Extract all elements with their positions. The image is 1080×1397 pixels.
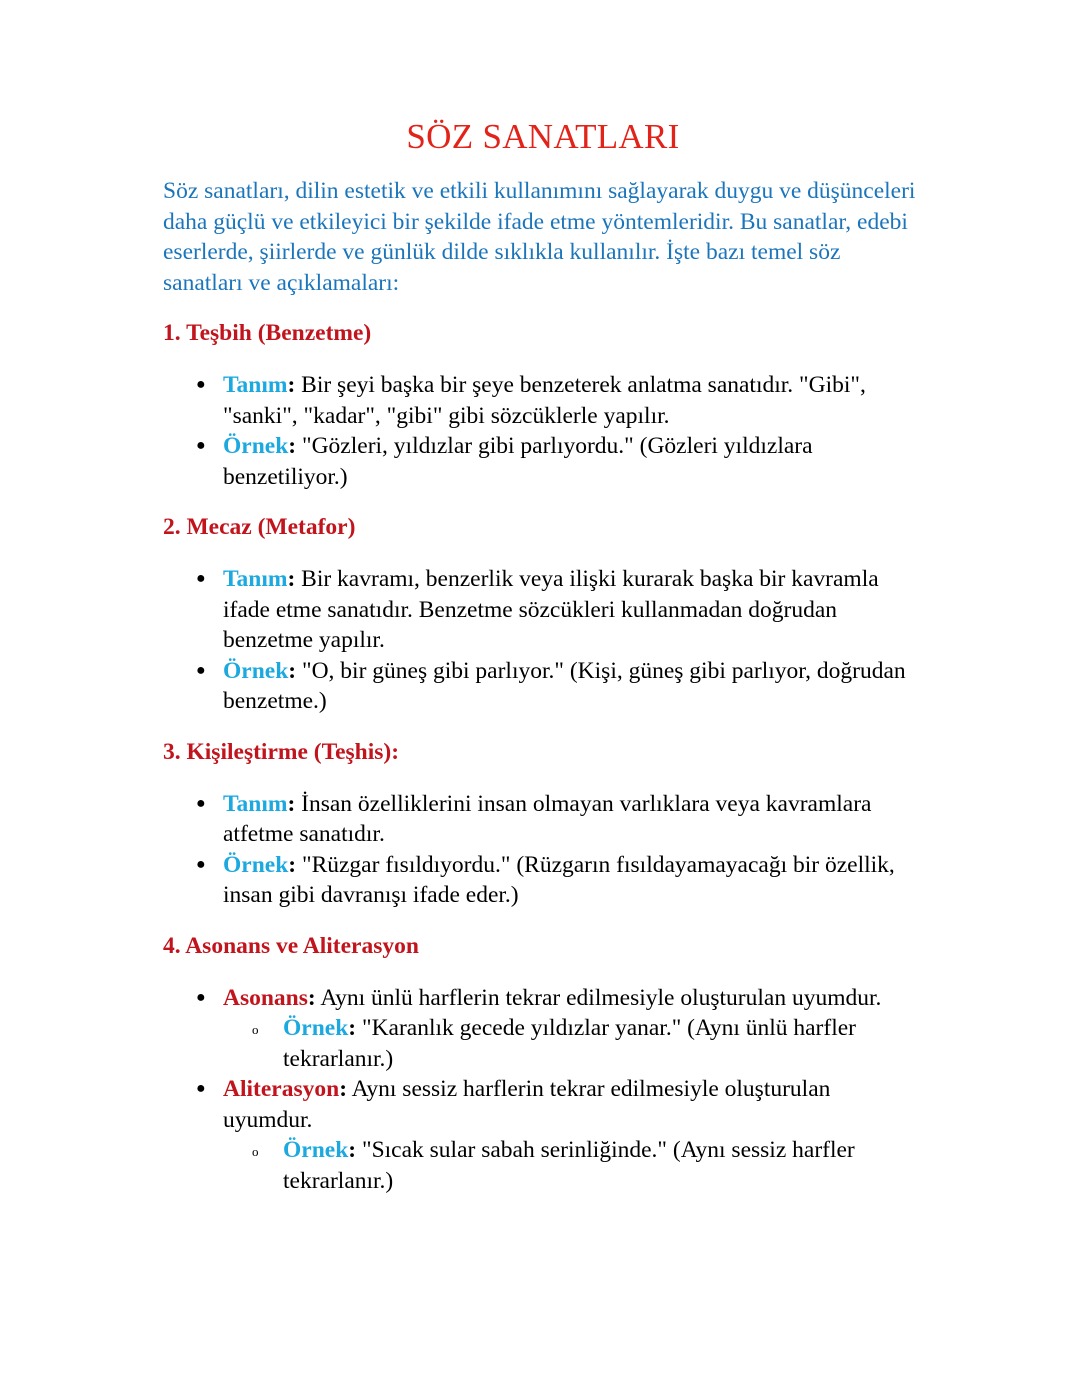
item-colon: : — [339, 1076, 348, 1102]
item-text: Aynı ünlü harflerin tekrar edilmesiyle oluşturulan uyumdur. — [315, 984, 882, 1011]
item-text: "O, bir güneş gibi parlıyor." (Kişi, güneş gibi parlıyor, doğrudan benzetme.) — [223, 657, 906, 714]
sub-list — [223, 1135, 923, 1196]
page-title: SÖZ SANATLARI — [406, 117, 680, 156]
item-label: Örnek — [223, 433, 289, 459]
sub-list — [223, 1013, 923, 1074]
bullet-icon: ● — [196, 661, 206, 679]
sub-item-colon: : — [348, 1015, 357, 1041]
section-heading: 1. Teşbih (Benzetme) — [163, 320, 372, 346]
section-heading: 3. Kişileştirme (Teşhis): — [163, 738, 400, 765]
item-text: İnsan özelliklerini insan olmayan varlıklara veya kavramlara atfetme sanatıdır. — [223, 790, 872, 847]
definition-list — [163, 564, 923, 717]
bullet-icon: ● — [196, 855, 206, 873]
sub-item-text: "Sıcak sular sabah serinliğinde." (Aynı sessiz harfler tekrarlanır.) — [283, 1137, 855, 1194]
hollow-bullet-icon: o — [252, 1144, 259, 1159]
section-kisilestirme — [163, 737, 923, 911]
list-item — [163, 564, 923, 656]
bullet-icon: ● — [196, 988, 206, 1006]
intro-paragraph: Söz sanatları, dilin estetik ve etkili kullanımını sağlayarak duygu ve düşünceleri daha güçlü ve etkileyici bir şekilde ifade etme yöntemleridir. Bu sanatlar, edebi eserlerde, şiirlerde ve günlük dilde sıklıkla kullanılır. İşte bazı temel söz sanatları ve açıklamaları: — [163, 178, 916, 296]
item-label: Tanım — [223, 372, 288, 398]
sub-item-label: Örnek — [283, 1137, 349, 1163]
item-text: "Gözleri, yıldızlar gibi parlıyordu." (Gözleri yıldızlara benzetiliyor.) — [223, 433, 813, 490]
item-colon: : — [307, 984, 316, 1011]
list-item — [163, 789, 923, 850]
sub-item-text: "Karanlık gecede yıldızlar yanar." (Aynı ünlü harfler tekrarlanır.) — [283, 1015, 856, 1072]
section-heading: 2. Mecaz (Metafor) — [163, 514, 356, 540]
section-mecaz — [163, 512, 923, 717]
item-label: Örnek — [223, 657, 289, 684]
list-item — [163, 1074, 923, 1196]
item-text: Bir şeyi başka bir şeye benzeterek anlatma sanatıdır. "Gibi", "sanki", "kadar", "gibi" gibi sözcüklerle yapılır. — [223, 372, 866, 429]
definition-list — [163, 789, 923, 911]
item-text: Bir kavramı, benzerlik veya ilişki kurarak başka bir kavramla ifade etme sanatıdır. Benzetme sözcükleri kullanmadan doğrudan benzetme yapılır. — [223, 566, 879, 653]
item-colon: : — [288, 851, 297, 878]
section-teshbih — [163, 318, 923, 492]
item-label: Örnek — [223, 851, 289, 878]
list-item — [163, 656, 923, 717]
item-text: Aynı sessiz harflerin tekrar edilmesiyle oluşturulan uyumdur. — [223, 1076, 831, 1133]
sub-list-item — [223, 1135, 923, 1196]
bullet-icon: ● — [196, 1080, 206, 1097]
item-colon: : — [288, 433, 297, 459]
item-label: Tanım — [223, 790, 288, 817]
bullet-icon: ● — [196, 437, 206, 454]
definition-list — [163, 983, 923, 1197]
bullet-icon: ● — [196, 794, 206, 812]
sub-item-colon: : — [348, 1137, 357, 1163]
item-label: Aliterasyon — [223, 1076, 340, 1102]
list-item — [163, 431, 923, 492]
item-colon: : — [287, 790, 296, 817]
hollow-bullet-icon: o — [252, 1022, 259, 1037]
section-asonans-aliterasyon — [163, 931, 923, 1197]
item-text: "Rüzgar fısıldıyordu." (Rüzgarın fısıldayamayacağı bir özellik, insan gibi davranışı ifade eder.) — [223, 851, 895, 908]
bullet-icon: ● — [196, 376, 206, 393]
list-item — [163, 370, 923, 431]
list-item — [163, 850, 923, 911]
list-item — [163, 983, 923, 1075]
item-colon: : — [287, 372, 296, 398]
item-label: Asonans — [223, 984, 308, 1011]
item-label: Tanım — [223, 566, 288, 592]
sub-item-label: Örnek — [283, 1015, 349, 1041]
document-page — [163, 112, 923, 1216]
item-colon: : — [288, 657, 297, 684]
item-colon: : — [287, 566, 296, 592]
bullet-icon: ● — [196, 570, 206, 587]
sub-list-item — [223, 1013, 923, 1074]
definition-list — [163, 370, 923, 492]
section-heading: 4. Asonans ve Aliterasyon — [163, 932, 419, 959]
